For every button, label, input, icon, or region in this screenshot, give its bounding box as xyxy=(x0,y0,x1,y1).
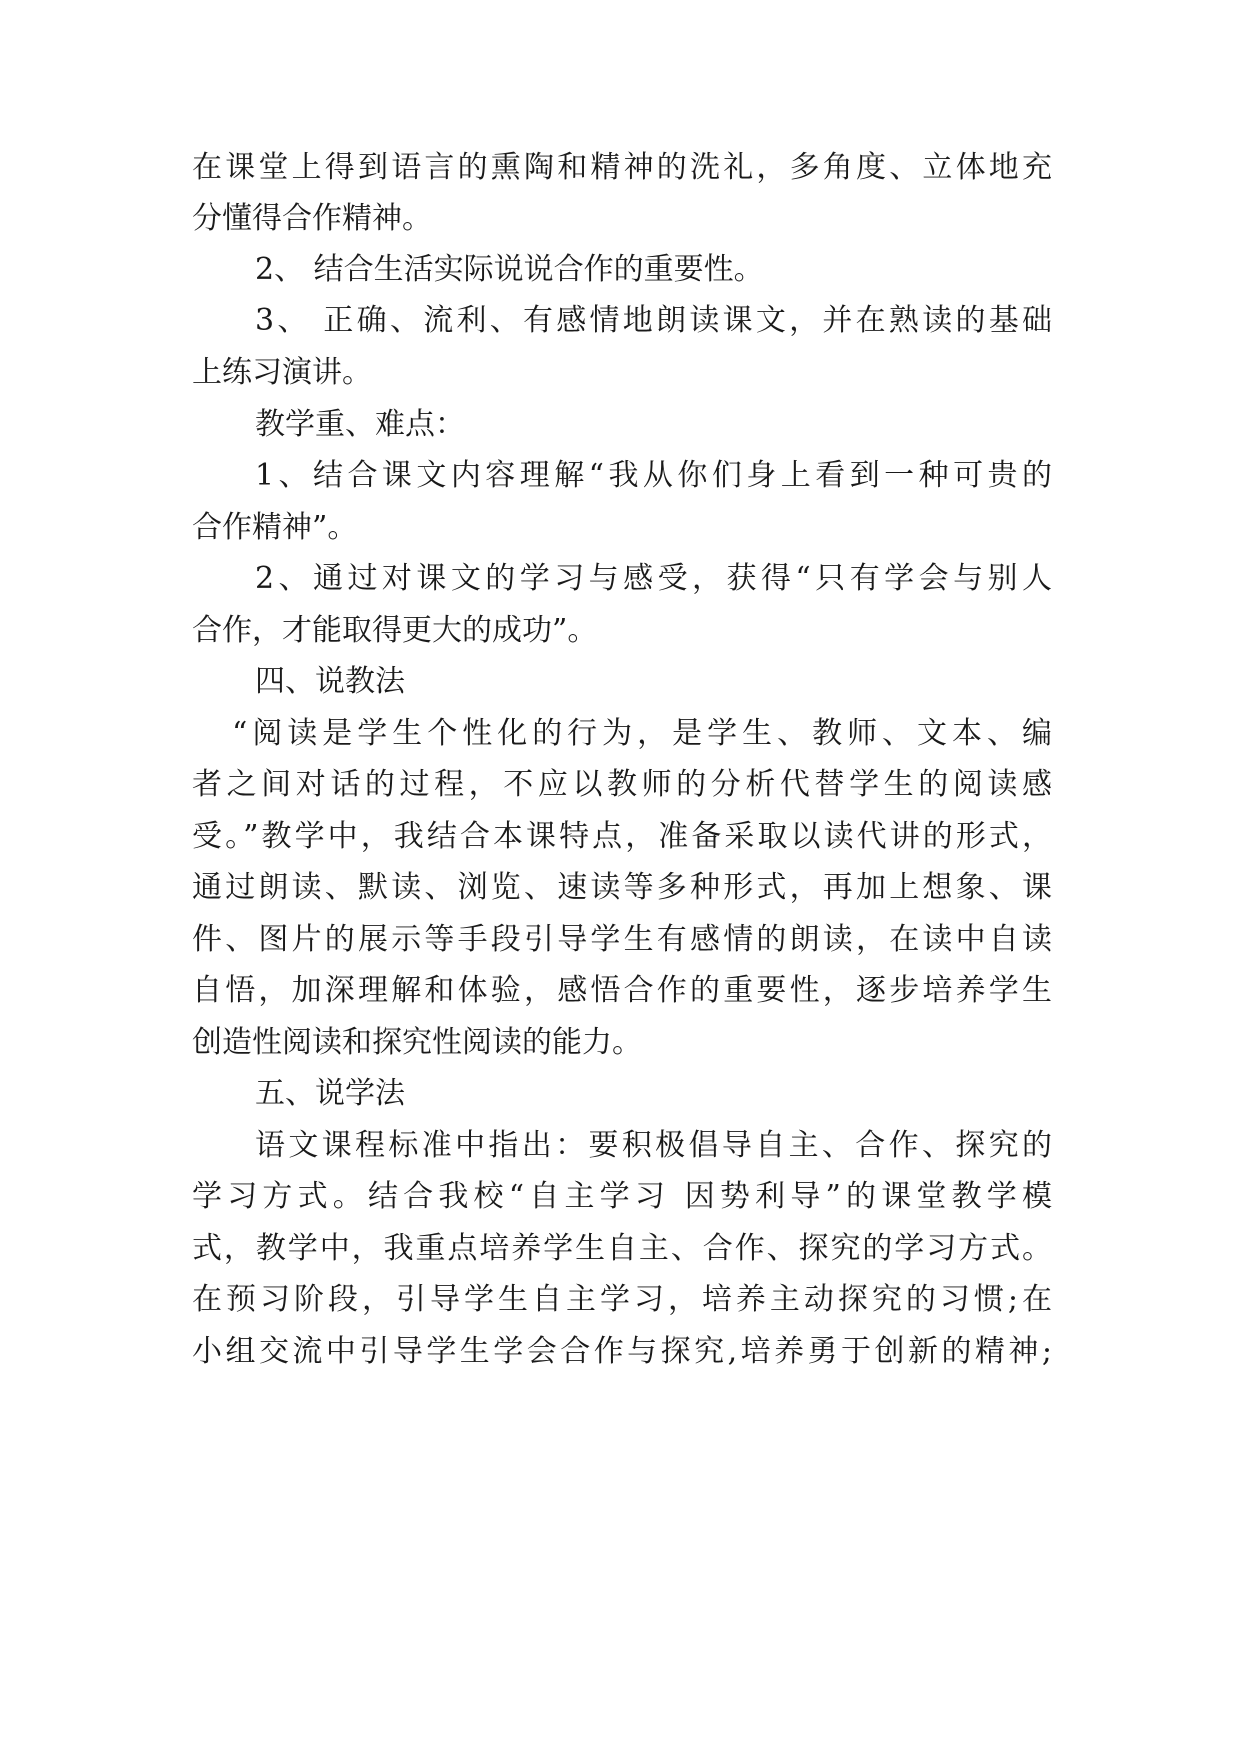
paragraph-line: 语文课程标准中指出：要积极倡导自主、合作、探究的 xyxy=(255,1128,1052,1163)
section-heading-teaching-method: 四、说教法 xyxy=(255,664,405,699)
paragraph-line: 通过朗读、默读、浏览、速读等多种形式，再加上想象、课 xyxy=(192,870,1052,905)
paragraph-line: 者之间对话的过程，不应以教师的分析代替学生的阅读感 xyxy=(192,767,1052,802)
list-item-2: 2、 结合生活实际说说合作的重要性。 xyxy=(255,252,764,287)
paragraph-line: 件、图片的展示等手段引导学生有感情的朗读，在读中自读 xyxy=(192,922,1052,957)
paragraph-line: 式，教学中，我重点培养学生自主、合作、探究的学习方式。 xyxy=(192,1231,1052,1266)
section-heading-learning-method: 五、说学法 xyxy=(255,1076,405,1111)
paragraph-line: 自悟，加深理解和体验，感悟合作的重要性，逐步培养学生 xyxy=(192,973,1052,1008)
list-item-3: 3、 正确、流利、有感情地朗读课文，并在熟读的基础 xyxy=(255,303,1052,338)
list-item-2b: 2、通过对课文的学习与感受，获得“只有学会与别人 xyxy=(255,561,1052,596)
section-heading-key-points: 教学重、难点： xyxy=(255,407,465,442)
paragraph-line: 合作，才能取得更大的成功”。 xyxy=(192,613,598,648)
paragraph-line: 学习方式。结合我校“自主学习 因势利导”的课堂教学模 xyxy=(192,1179,1052,1214)
paragraph-line: 在课堂上得到语言的熏陶和精神的洗礼，多角度、立体地充 xyxy=(192,150,1052,185)
paragraph-line: 创造性阅读和探究性阅读的能力。 xyxy=(192,1025,642,1060)
paragraph-line: 受。”教学中，我结合本课特点，准备采取以读代讲的形式， xyxy=(192,819,1052,854)
paragraph-line: 小组交流中引导学生学会合作与探究,培养勇于创新的精神; xyxy=(192,1334,1052,1369)
paragraph-line: 上练习演讲。 xyxy=(192,355,372,390)
paragraph-line: 在预习阶段，引导学生自主学习，培养主动探究的习惯;在 xyxy=(192,1282,1052,1317)
paragraph-line: 合作精神”。 xyxy=(192,510,358,545)
paragraph-line: 分懂得合作精神。 xyxy=(192,201,432,236)
paragraph-line: “阅读是学生个性化的行为，是学生、教师、文本、编 xyxy=(232,716,1052,751)
list-item-1: 1、结合课文内容理解“我从你们身上看到一种可贵的 xyxy=(255,458,1052,493)
